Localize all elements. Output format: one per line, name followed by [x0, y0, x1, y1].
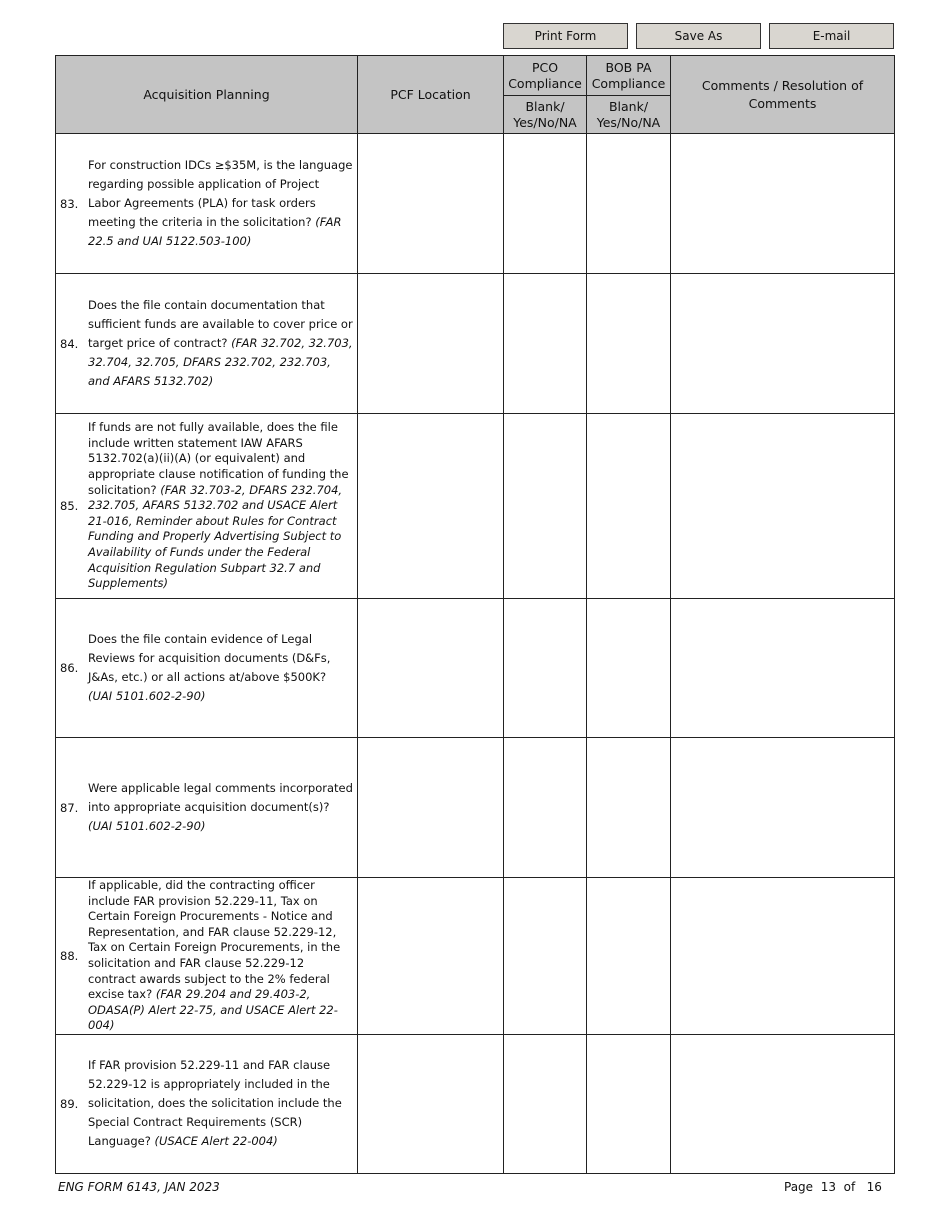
table-row	[56, 878, 895, 1035]
pco-compliance-field[interactable]	[504, 738, 587, 878]
question-cell	[56, 738, 358, 878]
header-acquisition-planning: Acquisition Planning	[56, 56, 358, 134]
question-cell	[56, 1034, 358, 1173]
question-citation: (UAI 5101.602-2-90)	[88, 819, 206, 833]
bob-pa-compliance-field[interactable]	[587, 878, 671, 1035]
question-citation: (FAR 22.5 and UAI 5122.503-100)	[88, 215, 342, 248]
table-row	[56, 414, 895, 599]
question-text: If FAR provision 52.229-11 and FAR clause 52.229-12 is appropriately included in the solicitation, does the solicitation include the Special Contract Requirements (SCR) Language? (USACE Alert 22-004)	[88, 1058, 342, 1149]
question-number: 83.	[60, 196, 79, 211]
pco-compliance-field[interactable]	[504, 599, 587, 738]
page-of-label: of	[843, 1180, 856, 1194]
print-form-button[interactable]: Print Form	[503, 23, 628, 49]
page-label: Page	[784, 1180, 814, 1194]
form-identifier: ENG FORM 6143, JAN 2023	[58, 1180, 220, 1194]
table-row	[56, 274, 895, 414]
table-row	[56, 599, 895, 738]
pco-compliance-field[interactable]	[504, 878, 587, 1035]
pcf-location-field[interactable]	[358, 738, 504, 878]
pcf-location-field[interactable]	[358, 274, 504, 414]
question-citation: (FAR 32.703-2, DFARS 232.704, 232.705, AFARS 5132.702 and USACE Alert 21-016, Reminder about Rules for Contract Funding and Properly Advertising Subject to Availability of Funds under the Federal Acquisition Regulation Subpart 32.7 and Supplements)	[88, 482, 343, 591]
question-number: 84.	[60, 336, 79, 351]
header-pcf-location: PCF Location	[358, 56, 504, 134]
question-cell	[56, 134, 358, 274]
email-button[interactable]: E-mail	[769, 23, 894, 49]
question-citation: (FAR 29.204 and 29.403-2, ODASA(P) Alert 22-75, and USACE Alert 22-004)	[88, 987, 338, 1033]
question-citation: (FAR 32.702, 32.703, 32.704, 32.705, DFARS 232.702, 232.703, and AFARS 5132.702)	[88, 336, 353, 388]
question-citation: (USACE Alert 22-004)	[154, 1134, 278, 1149]
question-cell	[56, 414, 358, 599]
header-bob-options: Blank/ Yes/No/NA	[587, 96, 671, 134]
question-text: If applicable, did the contracting officer include FAR provision 52.229-11, Tax on Certain Foreign Procurements - Notice and Representation, and FAR clause 52.229-12, Tax on Certain Foreign Procurements, in the solicitation and FAR clause 52.229-12 contract awards subject to the 2% federal excise tax? (FAR 29.204 and 29.403-2, ODASA(P) Alert 22-75, and USACE Alert 22-004)	[88, 878, 341, 1033]
pcf-location-field[interactable]	[358, 878, 504, 1035]
question-number: 88.	[60, 948, 79, 963]
pcf-location-field[interactable]	[358, 1034, 504, 1173]
pco-compliance-field[interactable]	[504, 414, 587, 599]
page-counter	[784, 1180, 882, 1194]
question-text: For construction IDCs ≥$35M, is the language regarding possible application of Project Labor Agreements (PLA) for task orders meeting the criteria in the solicitation? (FAR 22.5 and UAI 5122.503-100)	[88, 158, 353, 248]
header-pco-options: Blank/ Yes/No/NA	[504, 96, 587, 134]
table-row	[56, 1034, 895, 1173]
comments-field[interactable]	[671, 134, 895, 274]
comments-field[interactable]	[671, 274, 895, 414]
comments-field[interactable]	[671, 599, 895, 738]
pcf-location-field[interactable]	[358, 599, 504, 738]
comments-field[interactable]	[671, 1034, 895, 1173]
question-number: 86.	[60, 661, 79, 675]
bob-pa-compliance-field[interactable]	[587, 274, 671, 414]
question-cell	[56, 274, 358, 414]
question-text: If funds are not fully available, does the file include written statement IAW AFARS 5132.702(a)(ii)(A) (or equivalent) and appropriate clause notification of funding the solicitation? (FAR 32.703-2, DFARS 232.704, 232.705, AFARS 5132.702 and USACE Alert 21-016, Reminder about Rules for Contract Funding and Properly Advertising Subject to Availability of Funds under the Federal Acquisition Regulation Subpart 32.7 and Supplements)	[88, 420, 349, 591]
table-row	[56, 134, 895, 274]
comments-field[interactable]	[671, 878, 895, 1035]
pcf-location-field[interactable]	[358, 414, 504, 599]
question-number: 89.	[60, 1096, 79, 1111]
header-comments: Comments / Resolution of Comments	[671, 56, 895, 134]
checklist-table	[55, 55, 895, 1174]
bob-pa-compliance-field[interactable]	[587, 1034, 671, 1173]
bob-pa-compliance-field[interactable]	[587, 414, 671, 599]
bob-pa-compliance-field[interactable]	[587, 134, 671, 274]
comments-field[interactable]	[671, 414, 895, 599]
bob-pa-compliance-field[interactable]	[587, 599, 671, 738]
question-cell	[56, 599, 358, 738]
page-total: 16	[866, 1180, 882, 1194]
question-cell	[56, 878, 358, 1035]
question-number: 87.	[60, 800, 79, 815]
bob-pa-compliance-field[interactable]	[587, 738, 671, 878]
header-bob-pa-compliance: BOB PA Compliance	[587, 56, 671, 96]
comments-field[interactable]	[671, 738, 895, 878]
save-as-button[interactable]: Save As	[636, 23, 761, 49]
header-pco-compliance: PCO Compliance	[504, 56, 587, 96]
question-text: Does the file contain evidence of Legal Reviews for acquisition documents (D&Fs, J&As, etc.) or all actions at/above $500K? (UAI 5101.602-2-90)	[88, 632, 331, 703]
question-citation: (UAI 5101.602-2-90)	[88, 689, 206, 703]
question-text: Were applicable legal comments incorporated into appropriate acquisition document(s)? (UAI 5101.602-2-90)	[88, 781, 353, 833]
page-number: 13	[820, 1180, 836, 1194]
pco-compliance-field[interactable]	[504, 134, 587, 274]
pco-compliance-field[interactable]	[504, 1034, 587, 1173]
pco-compliance-field[interactable]	[504, 274, 587, 414]
pcf-location-field[interactable]	[358, 134, 504, 274]
question-number: 85.	[60, 499, 79, 513]
question-text: Does the file contain documentation that sufficient funds are available to cover price or target price of contract? (FAR 32.702, 32.703, 32.704, 32.705, DFARS 232.702, 232.703, and AFARS 5132.702)	[88, 298, 353, 388]
table-row	[56, 738, 895, 878]
